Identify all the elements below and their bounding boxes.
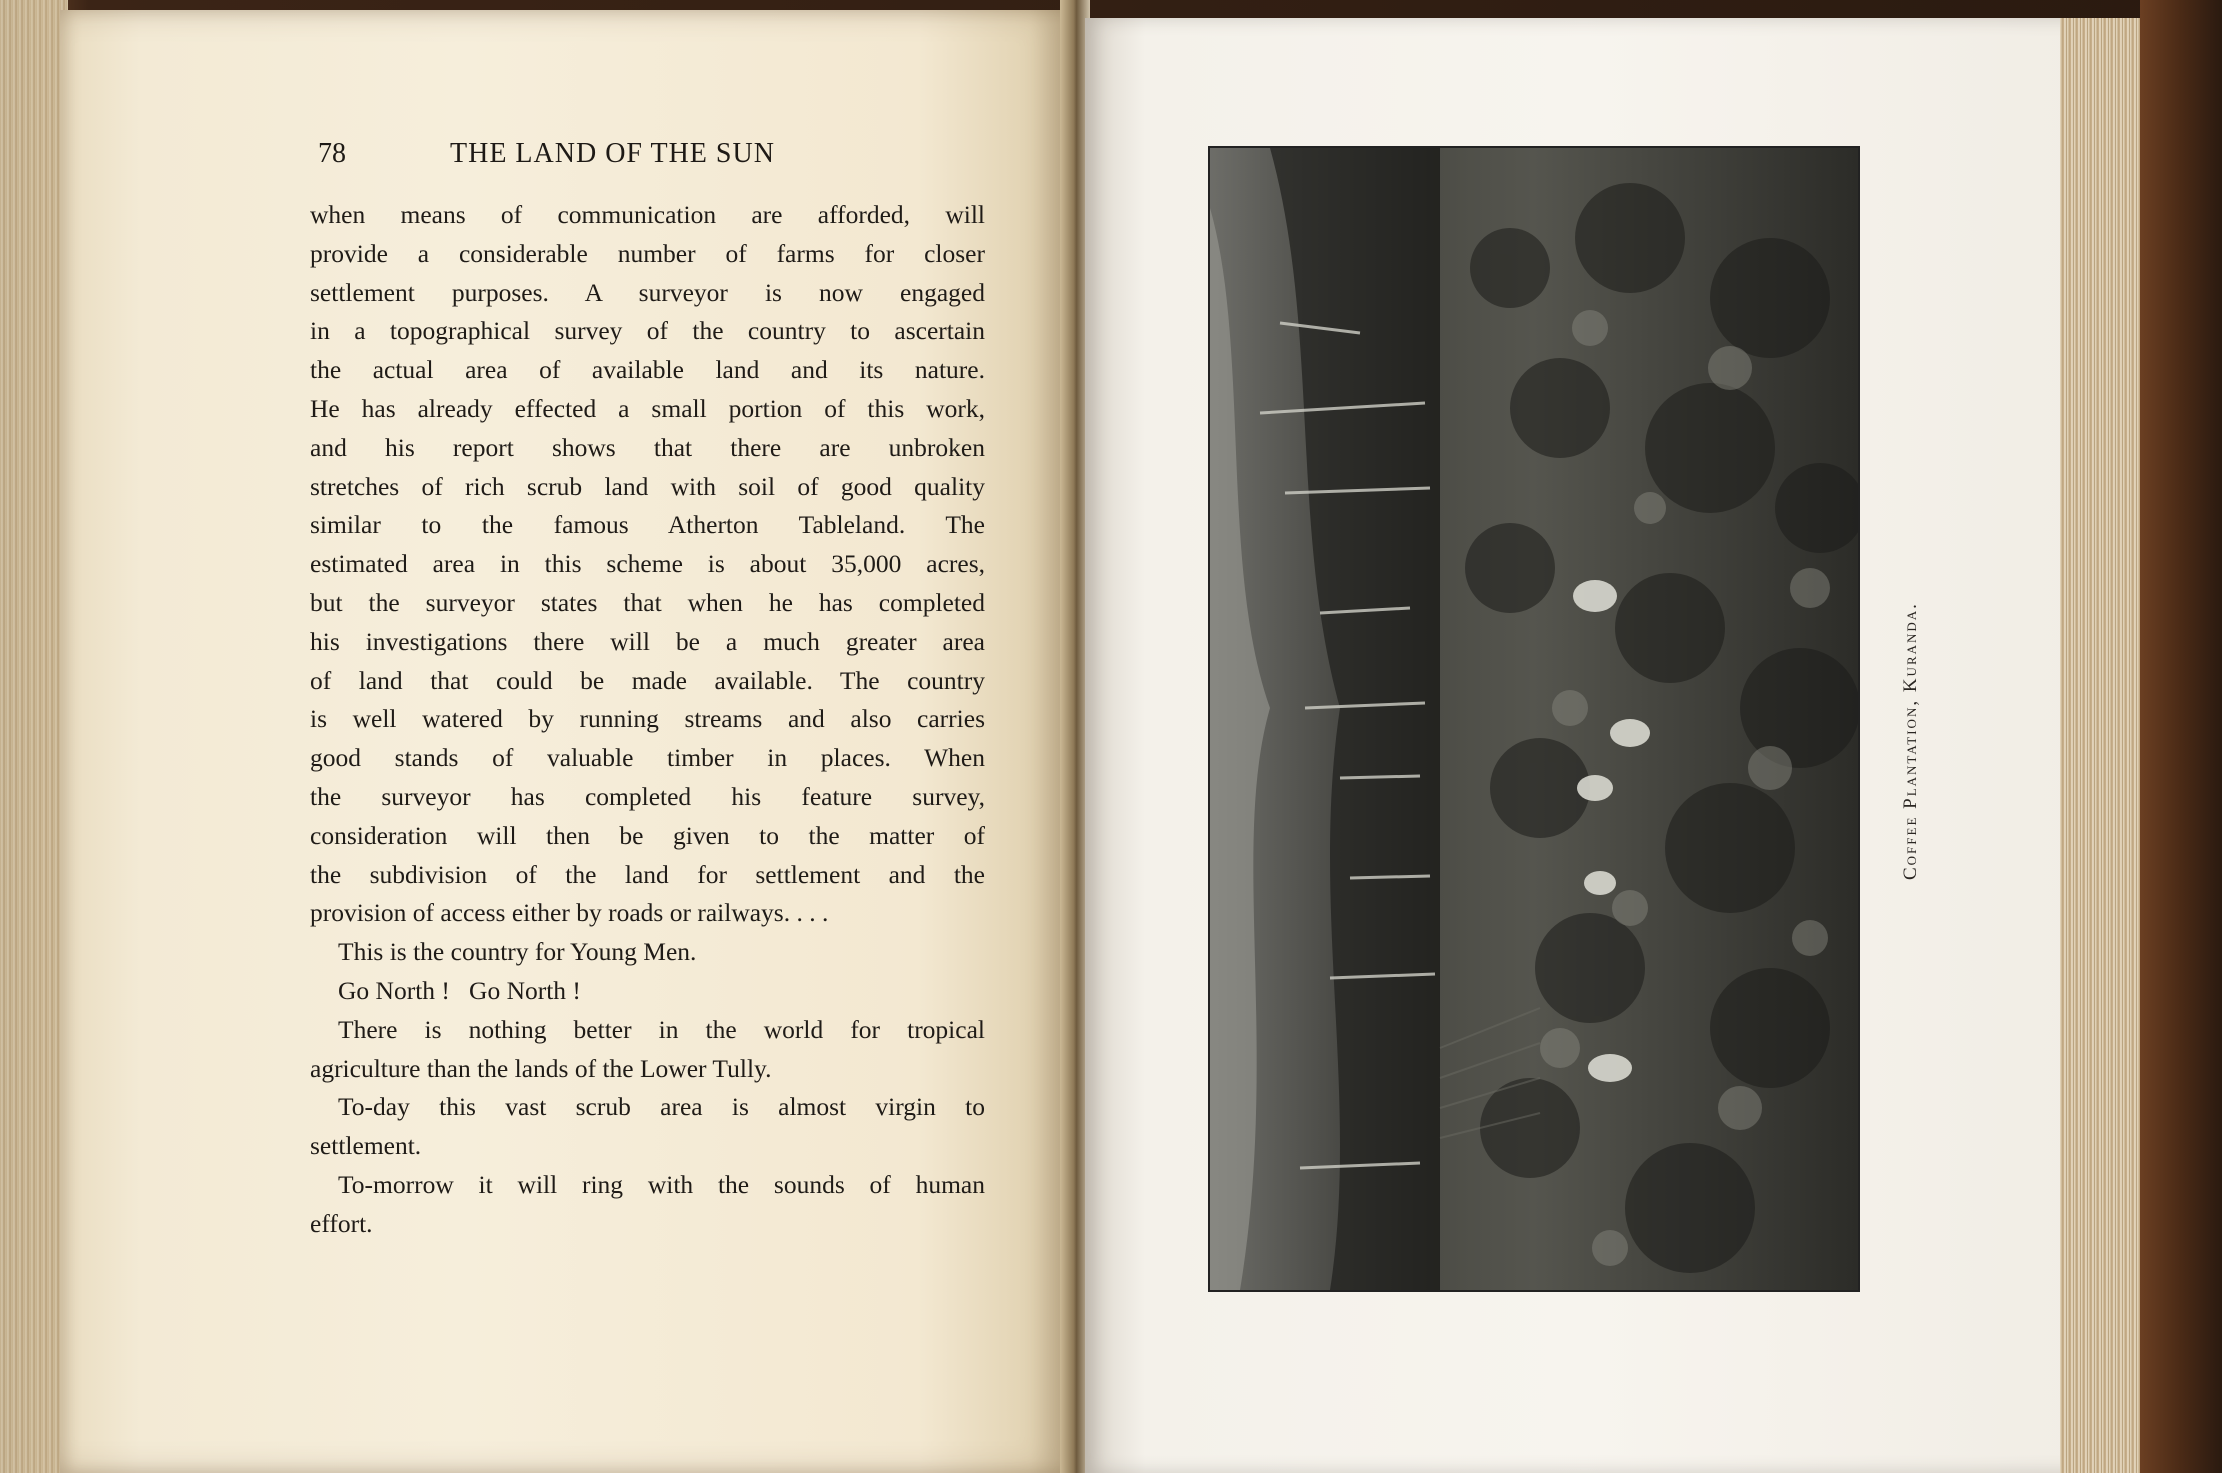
text-line: settlement.: [310, 1131, 422, 1161]
text-line: and his report shows that there are unbroken: [310, 432, 985, 462]
text-line: He has already effected a small portion of this work,: [310, 393, 985, 423]
plantation-photo: [1210, 148, 1858, 1290]
text-line: his investigations there will be a much greater area: [310, 626, 985, 656]
text-line: consideration will then be given to the matter of: [310, 820, 985, 850]
body-text: [310, 196, 985, 1244]
text-line: when means of communication are afforded, will: [310, 200, 985, 229]
text-line: good stands of valuable timber in places. When: [310, 743, 985, 773]
running-title: THE LAND OF THE SUN: [450, 138, 775, 169]
right-page-edges: [2060, 18, 2140, 1473]
page-number: 78: [318, 138, 346, 169]
paragraph-4: [310, 1011, 985, 1089]
paragraph-2: This is the country for Young Men.: [338, 937, 697, 967]
text-line: of land that could be made available. The country: [310, 665, 985, 695]
text-line: To-day this vast scrub area is almost virgin to: [338, 1092, 985, 1122]
text-line: the surveyor has completed his feature survey,: [310, 781, 985, 811]
photo-plate: [1208, 146, 1860, 1292]
text-line: provision of access either by roads or railways. . . .: [310, 898, 829, 928]
paragraph-5: [310, 1088, 985, 1166]
plate-caption-text: Coffee Plantation, Kuranda.: [1900, 602, 1921, 880]
left-page-edges: [0, 0, 68, 1473]
text-line: but the surveyor states that when he has completed: [310, 587, 985, 617]
book-cover-edge: [2140, 0, 2222, 1473]
text-line: is well watered by running streams and also carries: [310, 704, 985, 734]
text-line: settlement purposes. A surveyor is now engaged: [310, 277, 985, 307]
paragraph-3: Go North ! Go North !: [338, 975, 581, 1005]
text-line: effort.: [310, 1208, 373, 1238]
running-head: [318, 138, 990, 178]
text-line: the subdivision of the land for settlement and the: [310, 859, 985, 889]
text-line: To-morrow it will ring with the sounds of human: [338, 1169, 985, 1199]
text-line: estimated area in this scheme is about 35,000 acres,: [310, 549, 985, 579]
text-line: provide a considerable number of farms for closer: [310, 238, 985, 268]
text-line: similar to the famous Atherton Tableland. The: [310, 510, 985, 540]
text-line: in a topographical survey of the country to ascertain: [310, 316, 985, 346]
text-line: the actual area of available land and its nature.: [310, 355, 985, 385]
text-line: agriculture than the lands of the Lower Tully.: [310, 1053, 772, 1083]
paragraph-6: [310, 1166, 985, 1244]
text-line: stretches of rich scrub land with soil of good quality: [310, 471, 985, 501]
paragraph-1: [310, 196, 985, 933]
text-line: There is nothing better in the world for tropical: [338, 1014, 985, 1044]
